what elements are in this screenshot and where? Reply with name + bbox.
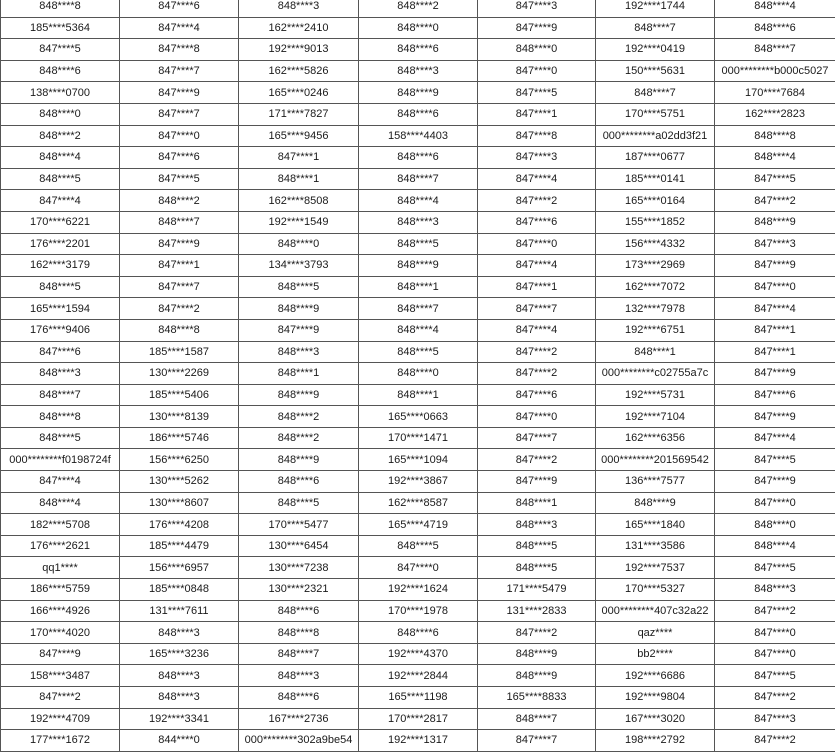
table-cell[interactable]: 847****9 <box>120 82 239 104</box>
table-cell[interactable]: 847****0 <box>715 643 835 665</box>
table-cell[interactable]: 131****3586 <box>596 535 715 557</box>
table-cell[interactable]: 847****5 <box>715 557 835 579</box>
table-cell[interactable]: 847****3 <box>478 147 596 169</box>
table-cell[interactable]: 848****3 <box>239 341 359 363</box>
table-cell[interactable]: 848****0 <box>715 514 835 536</box>
table-cell[interactable]: 847****7 <box>478 427 596 449</box>
table-cell[interactable]: 162****7072 <box>596 276 715 298</box>
table-cell[interactable]: 848****7 <box>715 39 835 61</box>
table-row <box>1 233 835 255</box>
table-cell[interactable]: 847****0 <box>478 60 596 82</box>
table-cell[interactable]: 847****5 <box>715 449 835 471</box>
table-cell[interactable]: 847****8 <box>478 125 596 147</box>
table-row <box>1 406 835 428</box>
table-cell[interactable]: 848****3 <box>359 211 478 233</box>
table-cell[interactable]: qq1**** <box>1 557 120 579</box>
table-cell[interactable]: 848****6 <box>1 60 120 82</box>
table-cell[interactable]: 848****8 <box>1 406 120 428</box>
table-row <box>1 557 835 579</box>
table-cell[interactable]: 192****1744 <box>596 0 715 17</box>
table-cell[interactable]: 848****8 <box>239 622 359 644</box>
table-cell[interactable]: 170****7684 <box>715 82 835 104</box>
table-cell[interactable]: 848****3 <box>359 60 478 82</box>
table-cell[interactable]: 848****4 <box>715 0 835 17</box>
table-row <box>1 427 835 449</box>
table-cell[interactable]: 192****3341 <box>120 708 239 730</box>
table-cell[interactable]: 170****4020 <box>1 622 120 644</box>
table-cell[interactable]: 165****0663 <box>359 406 478 428</box>
table-cell[interactable]: 130****6454 <box>239 535 359 557</box>
table-cell[interactable]: 848****1 <box>359 276 478 298</box>
table-cell[interactable]: 847****7 <box>478 730 596 752</box>
table-cell[interactable]: 848****6 <box>239 471 359 493</box>
table-cell[interactable]: 182****5708 <box>1 514 120 536</box>
table-cell[interactable]: 847****1 <box>478 276 596 298</box>
table-row <box>1 730 835 752</box>
table-cell[interactable]: 847****5 <box>1 39 120 61</box>
table-cell[interactable]: 847****6 <box>120 147 239 169</box>
table-cell[interactable]: 848****3 <box>239 0 359 17</box>
table-cell[interactable]: 848****2 <box>239 427 359 449</box>
table-cell[interactable]: 847****1 <box>478 103 596 125</box>
table-row <box>1 298 835 320</box>
table-row <box>1 449 835 471</box>
table-cell[interactable]: 185****4479 <box>120 535 239 557</box>
table-cell[interactable]: 848****4 <box>715 535 835 557</box>
table-row <box>1 384 835 406</box>
table-cell[interactable]: 847****4 <box>715 427 835 449</box>
table-cell[interactable]: 847****9 <box>715 406 835 428</box>
table-cell[interactable]: 192****2844 <box>359 665 478 687</box>
table-cell[interactable]: 000********b000c5027 <box>715 60 835 82</box>
table-row <box>1 276 835 298</box>
table-cell[interactable]: 192****6686 <box>596 665 715 687</box>
table-cell[interactable]: 165****0246 <box>239 82 359 104</box>
table-row <box>1 492 835 514</box>
table-cell[interactable]: 848****3 <box>715 579 835 601</box>
table-cell[interactable]: 192****0419 <box>596 39 715 61</box>
table-cell[interactable]: 847****7 <box>478 298 596 320</box>
table-cell[interactable]: 176****4208 <box>120 514 239 536</box>
table-cell[interactable]: 185****5364 <box>1 17 120 39</box>
table-cell[interactable]: 847****9 <box>715 255 835 277</box>
table-cell[interactable]: 848****3 <box>120 687 239 709</box>
table-cell[interactable]: 130****2269 <box>120 363 239 385</box>
table-cell[interactable]: 158****3487 <box>1 665 120 687</box>
table-cell[interactable]: 848****1 <box>359 384 478 406</box>
table-row <box>1 255 835 277</box>
table-cell[interactable]: 848****2 <box>239 406 359 428</box>
table-cell[interactable]: 848****7 <box>596 17 715 39</box>
table-cell[interactable]: 848****6 <box>239 687 359 709</box>
table-row <box>1 147 835 169</box>
table-cell[interactable]: 848****2 <box>120 190 239 212</box>
table-cell[interactable]: 844****0 <box>120 730 239 752</box>
table-cell[interactable]: 155****1852 <box>596 211 715 233</box>
table-cell[interactable]: 170****5751 <box>596 103 715 125</box>
table-cell[interactable]: 130****8607 <box>120 492 239 514</box>
table-cell[interactable]: 848****3 <box>1 363 120 385</box>
table-cell[interactable]: 847****5 <box>120 168 239 190</box>
table-cell[interactable]: 176****2621 <box>1 535 120 557</box>
table-row <box>1 103 835 125</box>
table-cell[interactable]: 848****0 <box>359 363 478 385</box>
table-cell[interactable]: 162****5826 <box>239 60 359 82</box>
table-cell[interactable]: 170****5327 <box>596 579 715 601</box>
table-row <box>1 39 835 61</box>
table-cell[interactable]: 848****8 <box>715 125 835 147</box>
table-cell[interactable]: 847****6 <box>715 384 835 406</box>
table-row <box>1 0 835 17</box>
table-cell[interactable]: 167****2736 <box>239 708 359 730</box>
table-cell[interactable]: 847****0 <box>715 622 835 644</box>
table-cell[interactable]: 848****7 <box>359 298 478 320</box>
table-cell[interactable]: 162****6356 <box>596 427 715 449</box>
table-cell[interactable]: 848****6 <box>359 39 478 61</box>
table-cell[interactable]: 162****8587 <box>359 492 478 514</box>
table-cell[interactable]: 848****0 <box>478 39 596 61</box>
table-cell[interactable]: 847****3 <box>715 708 835 730</box>
table-cell[interactable]: 847****2 <box>120 298 239 320</box>
table-cell[interactable]: 848****6 <box>359 622 478 644</box>
table-cell[interactable]: 130****5262 <box>120 471 239 493</box>
table-row <box>1 471 835 493</box>
table-cell[interactable]: 165****0164 <box>596 190 715 212</box>
table-cell[interactable]: 173****2969 <box>596 255 715 277</box>
table-cell[interactable]: 847****7 <box>120 276 239 298</box>
table-cell[interactable]: 848****4 <box>359 190 478 212</box>
table-cell[interactable]: 847****2 <box>478 341 596 363</box>
table-cell[interactable]: 176****2201 <box>1 233 120 255</box>
table-cell[interactable]: 847****6 <box>478 384 596 406</box>
table-cell[interactable]: 848****4 <box>1 147 120 169</box>
table-cell[interactable]: 131****7611 <box>120 600 239 622</box>
table-cell[interactable]: 185****1587 <box>120 341 239 363</box>
table-cell[interactable]: 848****5 <box>239 492 359 514</box>
table-cell[interactable]: 847****0 <box>120 125 239 147</box>
table-cell[interactable]: 848****5 <box>1 427 120 449</box>
table-cell[interactable]: 847****9 <box>478 17 596 39</box>
table-cell[interactable]: 848****6 <box>359 103 478 125</box>
table-cell[interactable]: 848****3 <box>120 622 239 644</box>
table-row <box>1 579 835 601</box>
table-cell[interactable]: 167****3020 <box>596 708 715 730</box>
table-cell[interactable]: 848****5 <box>239 276 359 298</box>
table-cell[interactable]: 150****5631 <box>596 60 715 82</box>
table-cell[interactable]: 847****1 <box>715 319 835 341</box>
table-cell[interactable]: 170****2817 <box>359 708 478 730</box>
table-cell[interactable]: 162****2823 <box>715 103 835 125</box>
table-cell[interactable]: 847****6 <box>1 341 120 363</box>
table-cell[interactable]: 847****8 <box>120 39 239 61</box>
table-row <box>1 600 835 622</box>
table-cell[interactable]: 847****5 <box>715 665 835 687</box>
table-cell[interactable]: 165****1198 <box>359 687 478 709</box>
table-cell[interactable]: 192****9013 <box>239 39 359 61</box>
table-cell[interactable]: bb2**** <box>596 643 715 665</box>
table-cell[interactable]: 848****5 <box>359 535 478 557</box>
table-cell[interactable]: 192****1317 <box>359 730 478 752</box>
table-cell[interactable]: 170****1978 <box>359 600 478 622</box>
table-cell[interactable]: 847****2 <box>715 687 835 709</box>
table-cell[interactable]: 192****7537 <box>596 557 715 579</box>
table-cell[interactable]: 165****1840 <box>596 514 715 536</box>
table-cell[interactable]: 848****9 <box>478 665 596 687</box>
table-cell[interactable]: 165****4719 <box>359 514 478 536</box>
table-cell[interactable]: 000********a02dd3f21 <box>596 125 715 147</box>
table-cell[interactable]: 156****6250 <box>120 449 239 471</box>
table-cell[interactable]: 171****5479 <box>478 579 596 601</box>
table-cell[interactable]: 848****2 <box>1 125 120 147</box>
table-cell[interactable]: 131****2833 <box>478 600 596 622</box>
table-row <box>1 168 835 190</box>
table-cell[interactable]: 000********201569542 <box>596 449 715 471</box>
table-cell[interactable]: 187****0677 <box>596 147 715 169</box>
table-row <box>1 363 835 385</box>
table-cell[interactable]: 166****4926 <box>1 600 120 622</box>
table-cell[interactable]: 000********f0198724f <box>1 449 120 471</box>
table-cell[interactable]: 847****2 <box>715 190 835 212</box>
table-cell[interactable]: 198****2792 <box>596 730 715 752</box>
table-cell[interactable]: 848****5 <box>359 233 478 255</box>
table-cell[interactable]: 848****5 <box>478 557 596 579</box>
table-cell[interactable]: 000********302a9be54 <box>239 730 359 752</box>
table-cell[interactable]: 171****7827 <box>239 103 359 125</box>
table-cell[interactable]: 847****6 <box>120 0 239 17</box>
table-cell[interactable]: 162****8508 <box>239 190 359 212</box>
table-cell[interactable]: 000********407c32a22 <box>596 600 715 622</box>
table-cell[interactable]: 185****5406 <box>120 384 239 406</box>
table-cell[interactable]: 848****0 <box>1 103 120 125</box>
table-cell[interactable]: 847****4 <box>478 319 596 341</box>
table-row <box>1 341 835 363</box>
table-cell[interactable]: 847****9 <box>715 363 835 385</box>
table-cell[interactable]: 848****7 <box>1 384 120 406</box>
table-cell[interactable]: 130****2321 <box>239 579 359 601</box>
table-cell[interactable]: 848****9 <box>239 449 359 471</box>
table-cell[interactable]: 847****9 <box>120 233 239 255</box>
table-cell[interactable]: 165****8833 <box>478 687 596 709</box>
table-cell[interactable]: 847****4 <box>478 168 596 190</box>
table-cell[interactable]: 847****0 <box>478 233 596 255</box>
table-cell[interactable]: 192****3867 <box>359 471 478 493</box>
table-cell[interactable]: 848****9 <box>596 492 715 514</box>
table-cell[interactable]: 847****5 <box>478 82 596 104</box>
table-cell[interactable]: 847****9 <box>1 643 120 665</box>
table-cell[interactable]: 136****7577 <box>596 471 715 493</box>
table-cell[interactable]: 847****9 <box>715 471 835 493</box>
table-cell[interactable]: 848****4 <box>715 147 835 169</box>
table-cell[interactable]: 132****7978 <box>596 298 715 320</box>
table-cell[interactable]: 138****0700 <box>1 82 120 104</box>
table-cell[interactable]: qaz**** <box>596 622 715 644</box>
table-cell[interactable]: 847****7 <box>120 103 239 125</box>
table-cell[interactable]: 170****1471 <box>359 427 478 449</box>
table-cell[interactable]: 176****9406 <box>1 319 120 341</box>
table-cell[interactable]: 186****5759 <box>1 579 120 601</box>
table-cell[interactable]: 848****9 <box>239 384 359 406</box>
table-row <box>1 319 835 341</box>
table-cell[interactable]: 848****9 <box>715 211 835 233</box>
table-cell[interactable]: 848****2 <box>359 0 478 17</box>
table-cell[interactable]: 158****4403 <box>359 125 478 147</box>
table-cell[interactable]: 162****2410 <box>239 17 359 39</box>
table-cell[interactable]: 848****9 <box>239 298 359 320</box>
table-row <box>1 708 835 730</box>
table-cell[interactable]: 130****8139 <box>120 406 239 428</box>
table-cell[interactable]: 847****4 <box>478 255 596 277</box>
table-cell[interactable]: 848****0 <box>239 233 359 255</box>
table-cell[interactable]: 848****7 <box>596 82 715 104</box>
table-cell[interactable]: 165****3236 <box>120 643 239 665</box>
table-row <box>1 687 835 709</box>
table-cell[interactable]: 847****3 <box>715 233 835 255</box>
table-cell[interactable]: 848****7 <box>239 643 359 665</box>
table-cell[interactable]: 847****1 <box>715 341 835 363</box>
table-cell[interactable]: 848****4 <box>1 492 120 514</box>
table-cell[interactable]: 847****2 <box>478 363 596 385</box>
table-cell[interactable]: 177****1672 <box>1 730 120 752</box>
table-cell[interactable]: 134****3793 <box>239 255 359 277</box>
table-row <box>1 643 835 665</box>
table-body <box>1 0 835 751</box>
table-cell[interactable]: 162****3179 <box>1 255 120 277</box>
table-cell[interactable]: 847****0 <box>715 492 835 514</box>
table-cell[interactable]: 847****9 <box>239 319 359 341</box>
table-cell[interactable]: 848****9 <box>359 255 478 277</box>
table-cell[interactable]: 847****9 <box>478 471 596 493</box>
table-cell[interactable]: 192****9804 <box>596 687 715 709</box>
table-cell[interactable]: 170****5477 <box>239 514 359 536</box>
table-cell[interactable]: 847****3 <box>478 0 596 17</box>
table-cell[interactable]: 848****1 <box>239 363 359 385</box>
table-cell[interactable]: 192****1549 <box>239 211 359 233</box>
table-cell[interactable]: 848****9 <box>478 643 596 665</box>
table-cell[interactable]: 192****1624 <box>359 579 478 601</box>
table-cell[interactable]: 848****3 <box>239 665 359 687</box>
table-row <box>1 17 835 39</box>
table-cell[interactable]: 848****0 <box>359 17 478 39</box>
table-cell[interactable]: 847****4 <box>1 190 120 212</box>
table-cell[interactable]: 847****1 <box>120 255 239 277</box>
table-cell[interactable]: 847****5 <box>715 168 835 190</box>
table-row <box>1 190 835 212</box>
table-cell[interactable]: 000********c02755a7c <box>596 363 715 385</box>
table-cell[interactable]: 848****7 <box>478 708 596 730</box>
table-cell[interactable]: 847****2 <box>478 190 596 212</box>
table-cell[interactable]: 156****6957 <box>120 557 239 579</box>
table-cell[interactable]: 192****6751 <box>596 319 715 341</box>
table-cell[interactable]: 848****6 <box>239 600 359 622</box>
table-cell[interactable]: 848****5 <box>1 168 120 190</box>
table-cell[interactable]: 170****6221 <box>1 211 120 233</box>
table-cell[interactable]: 165****1094 <box>359 449 478 471</box>
table-cell[interactable]: 848****3 <box>478 514 596 536</box>
table-cell[interactable]: 848****8 <box>1 0 120 17</box>
table-cell[interactable]: 192****5731 <box>596 384 715 406</box>
table-cell[interactable]: 848****6 <box>359 147 478 169</box>
table-cell[interactable]: 165****1594 <box>1 298 120 320</box>
table-cell[interactable]: 848****6 <box>715 17 835 39</box>
table-cell[interactable]: 848****4 <box>359 319 478 341</box>
table-cell[interactable]: 848****3 <box>120 665 239 687</box>
table-cell[interactable]: 847****7 <box>120 60 239 82</box>
table-cell[interactable]: 848****9 <box>359 82 478 104</box>
table-cell[interactable]: 848****7 <box>120 211 239 233</box>
table-cell[interactable]: 847****0 <box>359 557 478 579</box>
table-cell[interactable]: 847****2 <box>715 600 835 622</box>
table-cell[interactable]: 130****7238 <box>239 557 359 579</box>
table-row <box>1 622 835 644</box>
table-cell[interactable]: 847****4 <box>120 17 239 39</box>
table-cell[interactable]: 185****0141 <box>596 168 715 190</box>
table-row <box>1 211 835 233</box>
table-cell[interactable]: 848****1 <box>239 168 359 190</box>
table-cell[interactable]: 848****1 <box>478 492 596 514</box>
table-cell[interactable]: 847****2 <box>1 687 120 709</box>
table-row <box>1 82 835 104</box>
table-cell[interactable]: 848****5 <box>478 535 596 557</box>
table-cell[interactable]: 848****5 <box>359 341 478 363</box>
table-cell[interactable]: 848****8 <box>120 319 239 341</box>
table-cell[interactable]: 847****2 <box>478 449 596 471</box>
table-cell[interactable]: 847****2 <box>478 622 596 644</box>
table-row <box>1 514 835 536</box>
table-cell[interactable]: 847****4 <box>715 298 835 320</box>
table-row <box>1 665 835 687</box>
table-cell[interactable]: 847****0 <box>715 276 835 298</box>
table-cell[interactable]: 847****2 <box>715 730 835 752</box>
table-cell[interactable]: 847****6 <box>478 211 596 233</box>
table-cell[interactable]: 848****1 <box>596 341 715 363</box>
table-cell[interactable]: 192****4370 <box>359 643 478 665</box>
table-row <box>1 125 835 147</box>
table-cell[interactable]: 848****7 <box>359 168 478 190</box>
table-row <box>1 60 835 82</box>
table-row <box>1 535 835 557</box>
table-cell[interactable]: 847****1 <box>239 147 359 169</box>
table-cell[interactable]: 847****0 <box>478 406 596 428</box>
table-cell[interactable]: 192****7104 <box>596 406 715 428</box>
table-cell[interactable]: 847****4 <box>1 471 120 493</box>
table-cell[interactable]: 185****0848 <box>120 579 239 601</box>
table-cell[interactable]: 186****5746 <box>120 427 239 449</box>
table-cell[interactable]: 848****5 <box>1 276 120 298</box>
table-cell[interactable]: 156****4332 <box>596 233 715 255</box>
table-cell[interactable]: 192****4709 <box>1 708 120 730</box>
table-cell[interactable]: 165****9456 <box>239 125 359 147</box>
